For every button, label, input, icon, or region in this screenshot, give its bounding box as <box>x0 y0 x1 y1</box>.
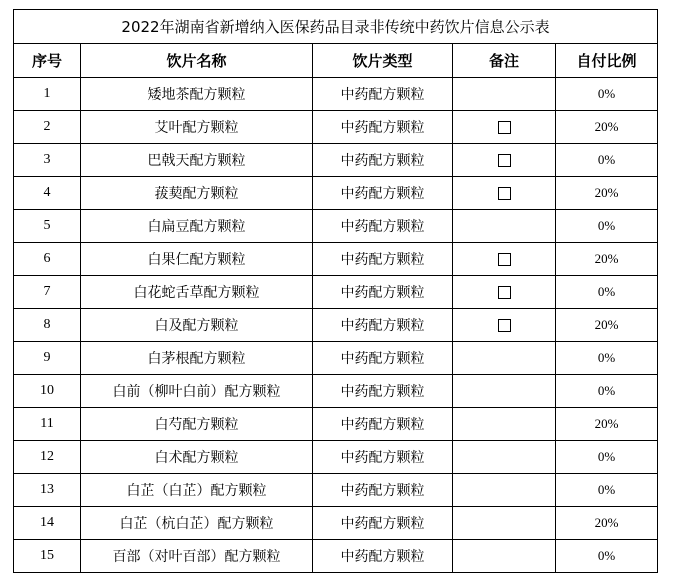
serial-no-cell: 9 <box>14 342 81 375</box>
table-body <box>14 78 658 573</box>
item-type-cell: 中药配方颗粒 <box>313 276 453 309</box>
remark-cell <box>453 276 556 309</box>
remark-cell <box>453 144 556 177</box>
item-type-cell: 中药配方颗粒 <box>313 144 453 177</box>
header-row <box>14 44 658 78</box>
item-name-cell: 白花蛇舌草配方颗粒 <box>81 276 313 309</box>
item-type-cell: 中药配方颗粒 <box>313 177 453 210</box>
remark-cell <box>453 408 556 441</box>
self-pay-ratio-cell: 20% <box>556 408 658 441</box>
serial-no-cell: 13 <box>14 474 81 507</box>
remark-checkbox[interactable] <box>498 121 511 134</box>
self-pay-ratio-cell: 0% <box>556 441 658 474</box>
remark-cell <box>453 342 556 375</box>
self-pay-ratio-cell: 20% <box>556 111 658 144</box>
item-type-cell: 中药配方颗粒 <box>313 210 453 243</box>
remark-checkbox[interactable] <box>498 154 511 167</box>
serial-no-cell: 15 <box>14 540 81 573</box>
info-table-sheet <box>13 9 658 573</box>
table-row <box>14 309 658 342</box>
table-row <box>14 276 658 309</box>
header-item-type: 饮片类型 <box>313 44 453 78</box>
remark-cell <box>453 441 556 474</box>
self-pay-ratio-cell: 20% <box>556 309 658 342</box>
serial-no-cell: 10 <box>14 375 81 408</box>
serial-no-cell: 1 <box>14 78 81 111</box>
item-type-cell: 中药配方颗粒 <box>313 309 453 342</box>
remark-cell <box>453 243 556 276</box>
item-type-cell: 中药配方颗粒 <box>313 243 453 276</box>
table-row <box>14 243 658 276</box>
self-pay-ratio-cell: 20% <box>556 177 658 210</box>
self-pay-ratio-cell: 0% <box>556 375 658 408</box>
self-pay-ratio-cell: 0% <box>556 342 658 375</box>
self-pay-ratio-cell: 20% <box>556 243 658 276</box>
item-type-cell: 中药配方颗粒 <box>313 441 453 474</box>
serial-no-cell: 8 <box>14 309 81 342</box>
self-pay-ratio-cell: 0% <box>556 474 658 507</box>
table-row <box>14 474 658 507</box>
remark-cell <box>453 309 556 342</box>
item-type-cell: 中药配方颗粒 <box>313 342 453 375</box>
remark-checkbox[interactable] <box>498 286 511 299</box>
remark-cell <box>453 375 556 408</box>
serial-no-cell: 2 <box>14 111 81 144</box>
item-type-cell: 中药配方颗粒 <box>313 375 453 408</box>
remark-cell <box>453 111 556 144</box>
item-name-cell: 白芍配方颗粒 <box>81 408 313 441</box>
item-type-cell: 中药配方颗粒 <box>313 78 453 111</box>
table-row <box>14 144 658 177</box>
remark-cell <box>453 540 556 573</box>
item-type-cell: 中药配方颗粒 <box>313 474 453 507</box>
table-row <box>14 540 658 573</box>
serial-no-cell: 12 <box>14 441 81 474</box>
remark-cell <box>453 474 556 507</box>
item-name-cell: 白茅根配方颗粒 <box>81 342 313 375</box>
item-type-cell: 中药配方颗粒 <box>313 507 453 540</box>
info-table <box>13 9 658 573</box>
remark-checkbox[interactable] <box>498 253 511 266</box>
item-name-cell: 白术配方颗粒 <box>81 441 313 474</box>
serial-no-cell: 6 <box>14 243 81 276</box>
header-remark: 备注 <box>453 44 556 78</box>
serial-no-cell: 11 <box>14 408 81 441</box>
remark-cell <box>453 210 556 243</box>
self-pay-ratio-cell: 0% <box>556 144 658 177</box>
item-name-cell: 白果仁配方颗粒 <box>81 243 313 276</box>
remark-checkbox[interactable] <box>498 319 511 332</box>
serial-no-cell: 7 <box>14 276 81 309</box>
header-self-pay-ratio: 自付比例 <box>556 44 658 78</box>
table-row <box>14 111 658 144</box>
table-row <box>14 342 658 375</box>
table-row <box>14 177 658 210</box>
remark-checkbox[interactable] <box>498 187 511 200</box>
table-row <box>14 78 658 111</box>
table-row <box>14 408 658 441</box>
item-name-cell: 白及配方颗粒 <box>81 309 313 342</box>
self-pay-ratio-cell: 20% <box>556 507 658 540</box>
self-pay-ratio-cell: 0% <box>556 276 658 309</box>
item-name-cell: 白扁豆配方颗粒 <box>81 210 313 243</box>
item-type-cell: 中药配方颗粒 <box>313 540 453 573</box>
table-title: 2022年湖南省新增纳入医保药品目录非传统中药饮片信息公示表 <box>14 10 658 44</box>
header-item-name: 饮片名称 <box>81 44 313 78</box>
self-pay-ratio-cell: 0% <box>556 78 658 111</box>
item-type-cell: 中药配方颗粒 <box>313 111 453 144</box>
item-name-cell: 菝葜配方颗粒 <box>81 177 313 210</box>
table-row <box>14 375 658 408</box>
item-name-cell: 矮地茶配方颗粒 <box>81 78 313 111</box>
self-pay-ratio-cell: 0% <box>556 210 658 243</box>
item-name-cell: 艾叶配方颗粒 <box>81 111 313 144</box>
table-row <box>14 507 658 540</box>
item-name-cell: 巴戟天配方颗粒 <box>81 144 313 177</box>
serial-no-cell: 3 <box>14 144 81 177</box>
item-name-cell: 百部（对叶百部）配方颗粒 <box>81 540 313 573</box>
serial-no-cell: 5 <box>14 210 81 243</box>
serial-no-cell: 14 <box>14 507 81 540</box>
table-row <box>14 441 658 474</box>
remark-cell <box>453 507 556 540</box>
item-type-cell: 中药配方颗粒 <box>313 408 453 441</box>
self-pay-ratio-cell: 0% <box>556 540 658 573</box>
title-row <box>14 10 658 44</box>
table-row <box>14 210 658 243</box>
item-name-cell: 白芷（杭白芷）配方颗粒 <box>81 507 313 540</box>
remark-cell <box>453 78 556 111</box>
header-serial-no: 序号 <box>14 44 81 78</box>
item-name-cell: 白前（柳叶白前）配方颗粒 <box>81 375 313 408</box>
serial-no-cell: 4 <box>14 177 81 210</box>
remark-cell <box>453 177 556 210</box>
item-name-cell: 白芷（白芷）配方颗粒 <box>81 474 313 507</box>
